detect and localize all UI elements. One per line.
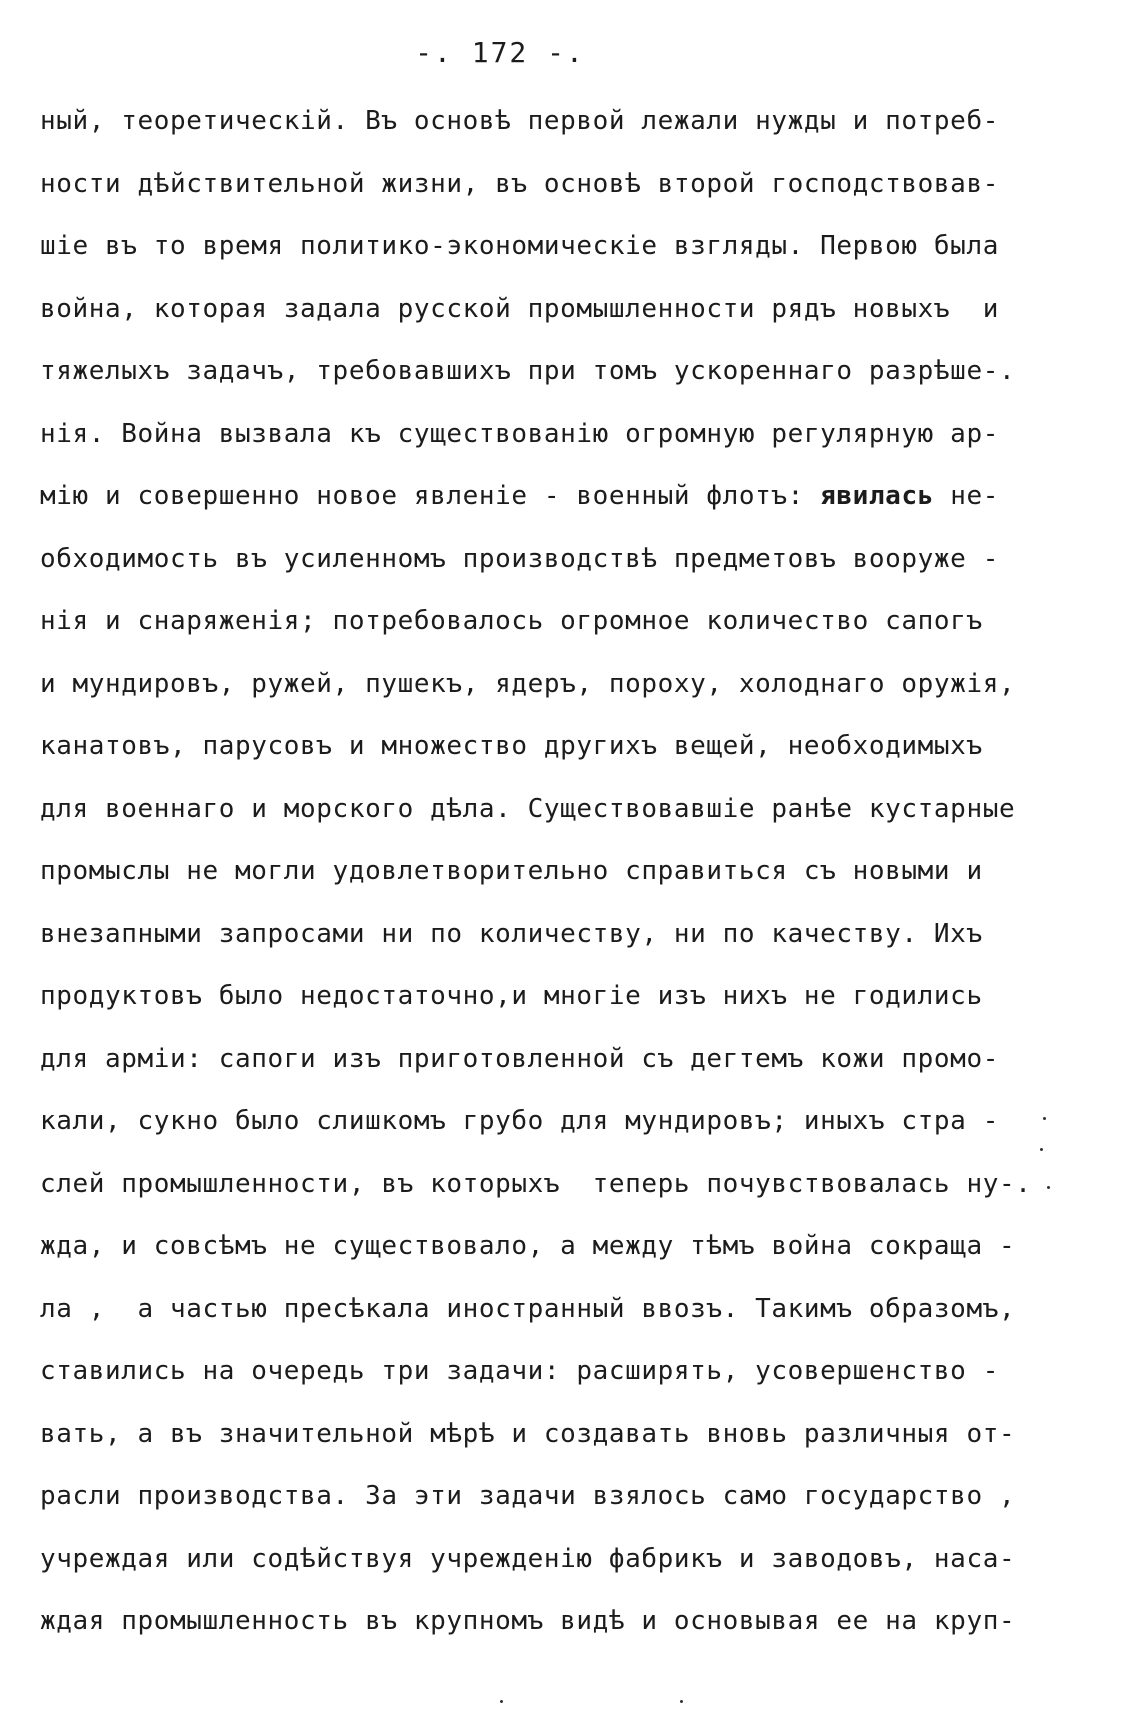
text-line-end: не- (933, 481, 999, 511)
text-line: обходимость въ усиленномъ производствѣ предметовъ вооруже - (40, 543, 999, 574)
text-line: расли производства. За эти задачи взялось само государство , (40, 1481, 1016, 1511)
text-line: война, которая задала русской промышленности рядъ новыхъ и (40, 293, 999, 324)
text-line: тяжелыхъ задачъ, требовавшихъ при томъ ускореннаго разрѣше-. (40, 356, 1016, 386)
text-line: канатовъ, парусовъ и множество другихъ вещей, необходимыхъ (40, 731, 983, 761)
text-line-with-bold (40, 471, 1040, 534)
text-line: внезапными запросами ни по количеству, ни по качеству. Ихъ (40, 918, 983, 949)
text-line: шіе въ то время политико-экономическіе взгляды. Первою была (40, 231, 999, 261)
text-line: слей промышленности, въ которыхъ теперь почувствовалась ну-. (40, 1168, 1032, 1199)
text-line: ждая промышленность въ крупномъ видѣ и основывая ее на круп- (40, 1606, 1016, 1636)
scan-speck (1047, 1186, 1050, 1189)
text-line: ный, теоретическій. Въ основѣ первой лежали нужды и потреб- (40, 106, 999, 136)
text-line: для арміи: сапоги изъ приготовленной съ дегтемъ кожи промо- (40, 1043, 999, 1074)
text-line: учреждая или содѣйствуя учрежденію фабрикъ и заводовъ, наса- (40, 1543, 1016, 1574)
bold-word: явилась (820, 481, 934, 511)
scan-speck (1040, 1148, 1043, 1151)
page-number: -. 172 -. (415, 36, 585, 69)
scan-speck (1043, 1117, 1046, 1120)
scan-speck (680, 1700, 683, 1703)
text-line: ставились на очередь три задачи: расширять, усовершенство - (40, 1356, 999, 1386)
text-line: и мундировъ, ружей, пушекъ, ядеръ, пороху, холоднаго оружія, (40, 668, 1016, 699)
body-text (40, 96, 1040, 1659)
text-line: нія и снаряженія; потребовалось огромное количество сапогъ (40, 606, 983, 636)
text-line: жда, и совсѣмъ не существовало, а между тѣмъ война сокраща - (40, 1231, 1016, 1261)
text-line: вать, а въ значительной мѣрѣ и создавать вновь различныя от- (40, 1418, 1016, 1449)
text-line: кали, сукно было слишкомъ грубо для мундировъ; иныхъ стра - (40, 1106, 999, 1136)
text-line: ности дѣйствительной жизни, въ основѣ второй господствовав- (40, 168, 999, 199)
text-line: промыслы не могли удовлетворительно справиться съ новыми и (40, 856, 983, 886)
text-line-start: мію и совершенно новое явленіе - военный флотъ: (40, 481, 804, 511)
text-line: ла , а частью пресѣкала иностранный ввозъ. Такимъ образомъ, (40, 1293, 1016, 1324)
text-line: для военнаго и морского дѣла. Существовавшіе ранѣе кустарные (40, 793, 1016, 824)
text-line: продуктовъ было недостаточно,и многіе изъ нихъ не годились (40, 981, 983, 1011)
text-line: нія. Война вызвала къ существованію огромную регулярную ар- (40, 418, 999, 449)
scan-speck (500, 1700, 503, 1703)
